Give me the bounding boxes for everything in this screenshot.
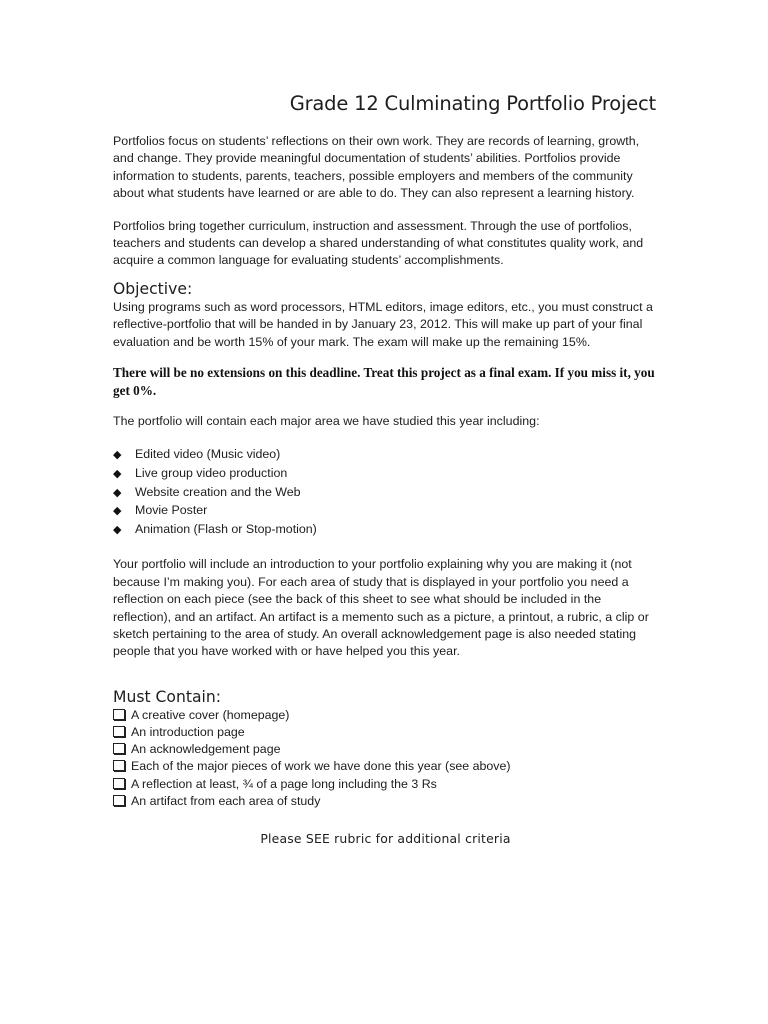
diamond-bullet-icon: ◆ [113,449,122,462]
checklist-item-label: An introduction page [131,725,245,740]
checklist-item [113,707,658,724]
objective-body: Using programs such as word processors, HTML editors, image editors, etc., you must construct a reflective-portfolio that will be handed in by January 23, 2012. This will make up part of your final evaluation and be worth 15% of your mark. The exam will make up the remaining 15%. [113,299,653,349]
list-item [113,484,658,503]
list-item-label: Movie Poster [135,503,208,518]
study-areas-list [113,446,658,539]
list-item [113,502,658,521]
checklist-item-label: Each of the major pieces of work we have done this year (see above) [131,759,511,774]
checklist-item-label: A creative cover (homepage) [131,707,290,722]
areas-intro: The portfolio will contain each major area we have studied this year including: [113,414,540,429]
intro-paragraph: Portfolios bring together curriculum, instruction and assessment. Through the use of portfolios, teachers and students can develop a shared understanding of what constitutes quality work, and acquire a common language for evaluating students’ accomplishments. [113,218,644,268]
checklist-item [113,741,658,758]
document-page [113,88,658,848]
list-item-label: Edited video (Music video) [135,447,281,462]
diamond-bullet-icon: ◆ [113,468,122,481]
list-item-label: Live group video production [135,466,288,481]
checklist-item [113,793,658,810]
checklist-item-label: An artifact from each area of study [131,793,321,808]
checkbox-icon [113,726,125,737]
list-item [113,521,658,540]
checklist-item [113,758,658,775]
checkbox-icon [113,760,125,771]
intro-paragraph: Portfolios focus on students’ reflections on their own work. They are records of learning, growth, and change. They provide meaningful documentation of students’ abilities. Portfolios provide information to students, parents, teachers, possible employers and members of the community about what students have learned or are able to do. They can also represent a learning history. [113,134,640,201]
list-item-label: Animation (Flash or Stop-motion) [135,521,317,536]
objective-heading: Objective: [113,279,193,298]
checkbox-icon [113,778,125,789]
document-title: Grade 12 Culminating Portfolio Project [289,92,656,115]
checkbox-icon [113,743,125,754]
must-contain-heading: Must Contain: [113,687,221,706]
must-contain-list [113,707,658,810]
checklist-item-label: A reflection at least, ¾ of a page long including the 3 Rs [131,776,437,791]
checklist-item [113,776,658,793]
diamond-bullet-icon: ◆ [113,523,122,536]
deadline-warning: There will be no extensions on this deadline. Treat this project as a final exam. If you miss it, you get 0%. [113,365,655,399]
checklist-item-label: An acknowledgement page [131,742,281,757]
checkbox-icon [113,709,125,720]
checkbox-icon [113,795,125,806]
checklist-item [113,724,658,741]
diamond-bullet-icon: ◆ [113,486,122,499]
diamond-bullet-icon: ◆ [113,505,122,518]
rubric-note: Please SEE rubric for additional criteria [260,831,511,847]
portfolio-requirements-paragraph: Your portfolio will include an introduction to your portfolio explaining why you are making it (not because I’m making you). For each area of study that is displayed in your portfolio you need a reflection on each piece (see the back of this sheet to see what should be included in the reflection), and an artifact. An artifact is a memento such as a picture, a printout, a rubric, a clip or sketch pertaining to the area of study. An overall acknowledgement page is also needed stating people that you have worked with or have helped you this year. [113,557,649,659]
list-item [113,465,658,484]
list-item [113,446,658,465]
list-item-label: Website creation and the Web [135,484,301,499]
